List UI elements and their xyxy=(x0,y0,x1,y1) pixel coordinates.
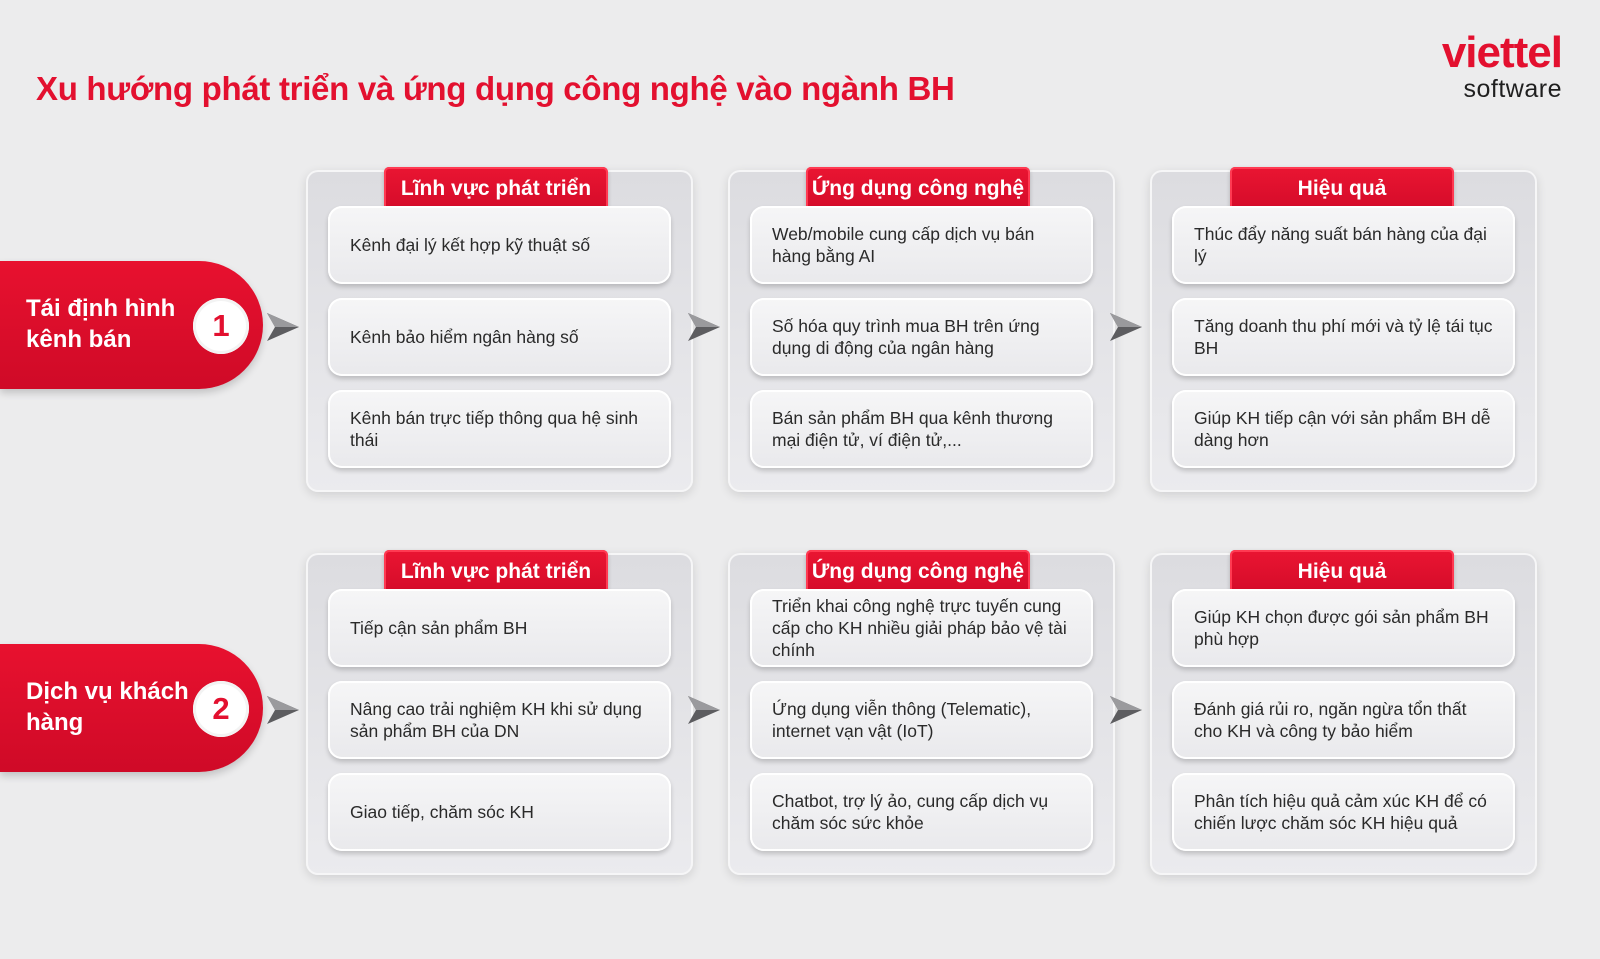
column-header: Ứng dụng công nghệ xyxy=(806,167,1030,211)
row-label: Dịch vụ khách hàng xyxy=(26,678,189,736)
column-panel-technology xyxy=(728,170,1115,492)
column-panel-development xyxy=(306,170,693,492)
column-header: Lĩnh vực phát triển xyxy=(384,167,608,211)
list-item: Đánh giá rủi ro, ngăn ngừa tổn thất cho KH và công ty bảo hiểm xyxy=(1172,681,1515,759)
list-item: Bán sản phẩm BH qua kênh thương mại điện tử, ví điện tử,... xyxy=(750,390,1093,468)
arrow-right-icon xyxy=(1110,311,1144,343)
column-header: Hiệu quả xyxy=(1230,550,1454,594)
row-number-badge: 1 xyxy=(193,298,249,354)
list-item: Web/mobile cung cấp dịch vụ bán hàng bằng AI xyxy=(750,206,1093,284)
list-item: Giúp KH chọn được gói sản phẩm BH phù hợp xyxy=(1172,589,1515,667)
list-item: Phân tích hiệu quả cảm xúc KH để có chiến lược chăm sóc KH hiệu quả xyxy=(1172,773,1515,851)
row-2 xyxy=(0,528,1600,868)
column-panel-technology xyxy=(728,553,1115,875)
column-panel-development xyxy=(306,553,693,875)
list-item: Giúp KH tiếp cận với sản phẩm BH dễ dàng hơn xyxy=(1172,390,1515,468)
column-header: Ứng dụng công nghệ xyxy=(806,550,1030,594)
list-item: Ứng dụng viễn thông (Telematic), internet vạn vật (IoT) xyxy=(750,681,1093,759)
list-item: Giao tiếp, chăm sóc KH xyxy=(328,773,671,851)
logo-brand: viettel xyxy=(1441,28,1562,77)
list-item: Nâng cao trải nghiệm KH khi sử dụng sản phẩm BH của DN xyxy=(328,681,671,759)
viettel-logo xyxy=(1442,28,1562,102)
arrow-right-icon xyxy=(688,311,722,343)
arrow-right-icon xyxy=(267,311,301,343)
list-item: Tăng doanh thu phí mới và tỷ lệ tái tục BH xyxy=(1172,298,1515,376)
arrow-right-icon xyxy=(1110,694,1144,726)
list-item: Kênh bán trực tiếp thông qua hệ sinh thái xyxy=(328,390,671,468)
row-label: Tái định hình kênh bán xyxy=(26,295,176,353)
row-1 xyxy=(0,145,1600,485)
list-item: Tiếp cận sản phẩm BH xyxy=(328,589,671,667)
logo-sub: software xyxy=(1463,75,1562,103)
list-item: Số hóa quy trình mua BH trên ứng dụng di động của ngân hàng xyxy=(750,298,1093,376)
list-item: Triển khai công nghệ trực tuyến cung cấp cho KH nhiều giải pháp bảo vệ tài chính xyxy=(750,589,1093,667)
row-number-badge: 2 xyxy=(193,681,249,737)
arrow-right-icon xyxy=(688,694,722,726)
list-item: Thúc đẩy năng suất bán hàng của đại lý xyxy=(1172,206,1515,284)
row-tab xyxy=(0,261,263,389)
arrow-right-icon xyxy=(267,694,301,726)
list-item: Kênh bảo hiểm ngân hàng số xyxy=(328,298,671,376)
page-title: Xu hướng phát triển và ứng dụng công nghệ vào ngành BH xyxy=(36,70,955,107)
column-panel-effectiveness xyxy=(1150,553,1537,875)
list-item: Chatbot, trợ lý ảo, cung cấp dịch vụ chăm sóc sức khỏe xyxy=(750,773,1093,851)
column-panel-effectiveness xyxy=(1150,170,1537,492)
row-tab xyxy=(0,644,263,772)
list-item: Kênh đại lý kết hợp kỹ thuật số xyxy=(328,206,671,284)
column-header: Lĩnh vực phát triển xyxy=(384,550,608,594)
column-header: Hiệu quả xyxy=(1230,167,1454,211)
